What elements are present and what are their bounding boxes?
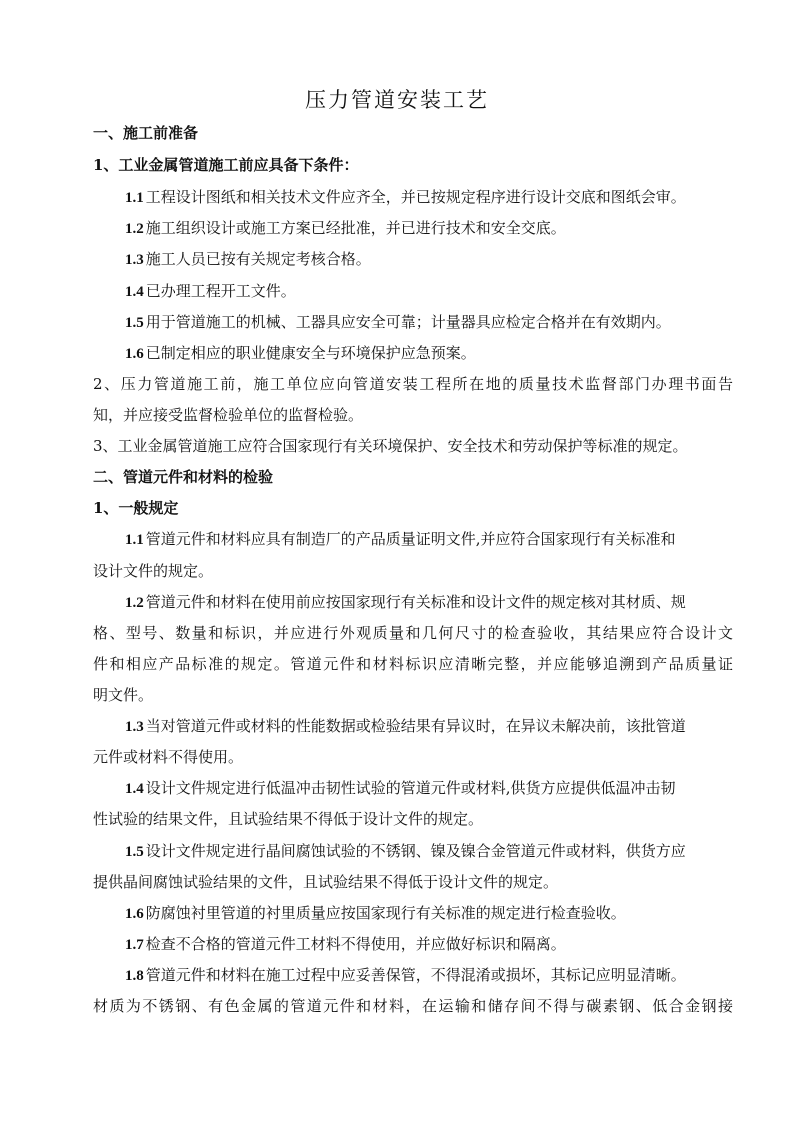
subsection-heading (93, 155, 733, 175)
line-text: 一、施工前准备 (93, 124, 199, 142)
line-text: 1、一般规定 (93, 499, 179, 517)
page-title: 压力管道安装工艺 (305, 88, 489, 112)
list-item (125, 281, 733, 302)
paragraph-line (93, 872, 733, 892)
list-item (125, 965, 733, 986)
list-item (125, 187, 733, 208)
paragraph-line (93, 685, 733, 705)
list-item (125, 592, 733, 613)
item-number: 1.5 (125, 844, 144, 860)
line-text: 已制定相应的职业健康安全与环境保护应急预案。 (145, 344, 476, 362)
line-text: 当对管道元件或材料的性能数据或检验结果有异议时，在异议未解决前，该批管道 (145, 717, 686, 735)
subsection-heading (93, 498, 733, 518)
line-text: 设计文件规定进行低温冲击韧性试验的管道元件或材料,供货方应提供低温冲击韧 (145, 779, 676, 797)
line-text: 防腐蚀衬里管道的衬里质量应按国家现行有关标准的规定进行检查验收。 (145, 904, 626, 922)
line-text: 设计文件规定进行晶间腐蚀试验的不锈钢、镍及镍合金管道元件或材料，供货方应 (145, 842, 686, 860)
list-item (125, 778, 733, 799)
paragraph-line (93, 623, 733, 643)
list-item (125, 312, 733, 333)
list-item (125, 716, 733, 737)
item-number: 1.1 (125, 532, 144, 548)
paragraph-line (93, 374, 733, 394)
line-text: 元件或材料不得使用。 (93, 748, 244, 766)
paragraph-line (93, 405, 733, 425)
line-text: 二、管道元件和材料的检验 (93, 468, 274, 486)
list-item (125, 249, 733, 270)
section-heading (93, 123, 733, 143)
item-number: 1.3 (125, 252, 144, 268)
line-text: 1、工业金属管道施工前应具备下条件： (93, 156, 359, 174)
line-text: 知，并应接受监督检验单位的监督检验。 (93, 406, 364, 424)
paragraph-line (93, 747, 733, 767)
line-text: 材质为不锈钢、有色金属的管道元件和材料，在运输和储存间不得与碳素钢、低合金钢接 (93, 997, 733, 1015)
item-number: 1.8 (125, 968, 144, 984)
line-text: 施工组织设计或施工方案已经批准，并已进行技术和安全交底。 (145, 219, 566, 237)
list-item (125, 903, 733, 924)
line-text: 件和相应产品标准的规定。管道元件和材料标识应清晰完整，并应能够追溯到产品质量证 (93, 655, 733, 673)
item-number: 1.2 (125, 221, 144, 237)
list-item (125, 934, 733, 955)
line-text: 施工人员已按有关规定考核合格。 (145, 250, 371, 268)
line-text: 已办理工程开工文件。 (145, 282, 296, 300)
line-text: 格、型号、数量和标识，并应进行外观质量和几何尺寸的检查验收，其结果应符合设计文 (93, 624, 733, 642)
item-number: 1.2 (125, 595, 144, 611)
item-number: 1.3 (125, 719, 144, 735)
line-text: 设计文件的规定。 (93, 562, 214, 580)
item-number: 1.4 (125, 781, 144, 797)
list-item (125, 841, 733, 862)
line-text: 工程设计图纸和相关技术文件应齐全，并已按规定程序进行设计交底和图纸会审。 (145, 188, 686, 206)
paragraph-line (93, 996, 733, 1016)
item-number: 1.6 (125, 906, 144, 922)
line-text: 性试验的结果文件，且试验结果不得低于设计文件的规定。 (93, 810, 484, 828)
line-text: 检查不合格的管道元件工材料不得使用，并应做好标识和隔离。 (145, 935, 566, 953)
section-heading (93, 467, 733, 487)
line-text: 3、工业金属管道施工应符合国家现行有关环境保护、安全技术和劳动保护等标准的规定。 (93, 437, 688, 455)
item-number: 1.5 (125, 315, 144, 331)
list-item (125, 529, 733, 550)
list-item (125, 218, 733, 239)
line-text: 2、压力管道施工前，施工单位应向管道安装工程所在地的质量技术监督部门办理书面告 (93, 375, 733, 393)
item-number: 1.6 (125, 346, 144, 362)
paragraph-line (93, 809, 733, 829)
item-number: 1.4 (125, 284, 144, 300)
line-text: 用于管道施工的机械、工器具应安全可靠；计量器具应检定合格并在有效期内。 (145, 313, 671, 331)
line-text: 管道元件和材料在施工过程中应妥善保管，不得混淆或损坏，其标记应明显清晰。 (145, 966, 686, 984)
line-text: 管道元件和材料应具有制造厂的产品质量证明文件,并应符合国家现行有关标准和 (145, 530, 676, 548)
line-text: 明文件。 (93, 686, 154, 704)
item-number: 1.1 (125, 190, 144, 206)
line-text: 提供晶间腐蚀试验结果的文件，且试验结果不得低于设计文件的规定。 (93, 873, 559, 891)
item-number: 1.7 (125, 937, 144, 953)
list-item (125, 343, 733, 364)
paragraph-line (93, 561, 733, 581)
paragraph-line (93, 654, 733, 674)
paragraph-line (93, 436, 733, 456)
line-text: 管道元件和材料在使用前应按国家现行有关标准和设计文件的规定核对其材质、规 (145, 593, 686, 611)
